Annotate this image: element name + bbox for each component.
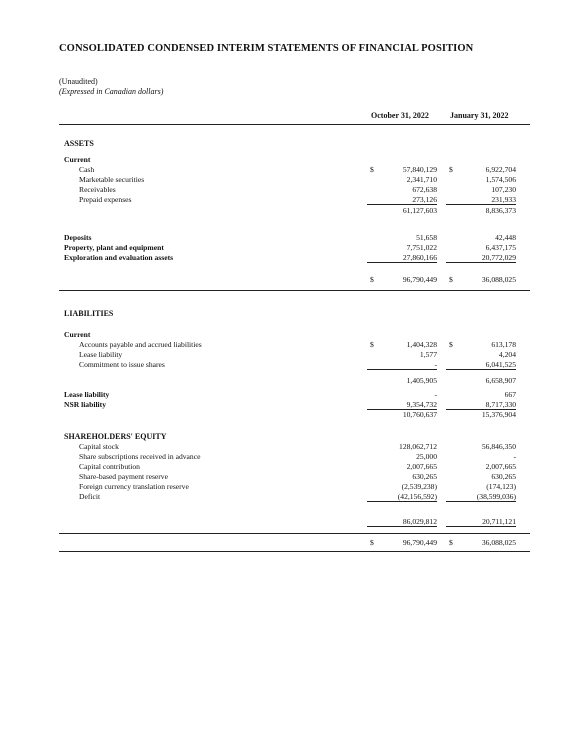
assets-total-dollar-1: $ (370, 275, 374, 284)
asset-other-row-1-value-oct: 7,751,022 (406, 243, 437, 252)
liability-row-0-label: Accounts payable and accrued liabilities (79, 340, 202, 349)
asset-row-2-label: Receivables (79, 185, 116, 194)
liabilities-total-jan: 15,376,904 (481, 410, 516, 419)
assets-current-total-jan: 8,836,373 (485, 206, 516, 215)
grand-total-jan: 36,088,025 (481, 538, 516, 547)
equity-row-0-value-jan: 56,846,350 (481, 442, 516, 451)
liability-row-1-value-jan: 4,204 (498, 350, 516, 359)
equity-total-jan: 20,711,121 (446, 517, 516, 527)
liabilities-current-heading: Current (64, 330, 91, 339)
asset-other-row-0-value-jan: 42,448 (495, 233, 516, 242)
equity-total-oct: 86,029,812 (367, 517, 437, 527)
liabilities-current-total-jan: 6,658,907 (485, 376, 516, 385)
page-title: CONSOLIDATED CONDENSED INTERIM STATEMENTS OF FINANCIAL POSITION (59, 43, 474, 54)
grand-total-dollar-2: $ (449, 538, 453, 547)
equity-row-2-value-oct: 2,007,665 (406, 462, 437, 471)
asset-row-0-label: Cash (79, 165, 95, 174)
equity-total-rule (59, 533, 530, 534)
liability-row-0-value-oct: 1,404,328 (406, 340, 437, 349)
equity-row-0-label: Capital stock (79, 442, 119, 451)
assets-heading: ASSETS (64, 139, 94, 148)
equity-row-5-label: Deficit (79, 492, 101, 501)
equity-row-2-label: Capital contribution (79, 462, 140, 471)
currency-note: (Expressed in Canadian dollars) (59, 87, 164, 96)
liability-row-2-value-jan: 6,041,525 (446, 360, 516, 370)
asset-row-2-value-jan: 107,230 (491, 185, 516, 194)
liability-row-2-value-oct: - (367, 360, 437, 370)
assets-total-oct: 96,790,449 (402, 275, 437, 284)
liability-row-2-label: Commitment to issue shares (79, 360, 165, 369)
asset-other-row-0-label: Deposits (64, 233, 92, 242)
asset-other-row-2-value-jan: 20,772,029 (446, 253, 516, 263)
asset-other-row-2-value-oct: 27,860,166 (367, 253, 437, 263)
unaudited-note: (Unaudited) (59, 77, 98, 86)
equity-row-3-value-oct: 630,265 (412, 472, 437, 481)
equity-row-2-value-jan: 2,007,665 (485, 462, 516, 471)
asset-row-1-value-jan: 1,574,506 (485, 175, 516, 184)
equity-heading: SHAREHOLDERS' EQUITY (64, 432, 167, 441)
liability-other-row-0-value-jan: 667 (504, 390, 516, 399)
assets-current-total-oct: 61,127,603 (402, 206, 437, 215)
grand-total-oct: 96,790,449 (402, 538, 437, 547)
asset-other-row-1-value-jan: 6,437,175 (485, 243, 516, 252)
column-header-jan-2022: January 31, 2022 (450, 111, 509, 120)
equity-row-4-value-jan: (174,123) (486, 482, 516, 491)
header-rule (59, 124, 530, 125)
equity-row-5-value-jan: (38,599,036) (446, 492, 516, 502)
liabilities-current-total-oct: 1,405,905 (406, 376, 437, 385)
asset-row-3-value-oct: 273,126 (367, 195, 437, 205)
equity-row-1-value-oct: 25,000 (416, 452, 437, 461)
equity-row-4-label: Foreign currency translation reserve (79, 482, 189, 491)
grand-total-rule (59, 551, 530, 552)
asset-row-1-label: Marketable securities (79, 175, 145, 184)
liability-other-row-0-label: Lease liability (64, 390, 110, 399)
asset-row-2-value-oct: 672,638 (412, 185, 437, 194)
liability-other-row-0-value-oct: - (434, 390, 437, 399)
liability-row-0-value-jan: 613,178 (491, 340, 516, 349)
equity-row-4-value-oct: (2,539,238) (401, 482, 437, 491)
liability-ap-dollar-2: $ (449, 340, 453, 349)
assets-total-rule (59, 290, 530, 291)
asset-other-row-0-value-oct: 51,658 (416, 233, 437, 242)
asset-row-0-value-jan: 6,922,704 (485, 165, 516, 174)
liability-ap-dollar-1: $ (370, 340, 374, 349)
assets-total-dollar-2: $ (449, 275, 453, 284)
asset-cash-dollar-2: $ (449, 165, 453, 174)
equity-row-3-value-jan: 630,265 (491, 472, 516, 481)
equity-row-1-label: Share subscriptions received in advance (79, 452, 201, 461)
liabilities-total-oct: 10,760,637 (402, 410, 437, 419)
asset-other-row-2-label: Exploration and evaluation assets (64, 253, 174, 262)
liability-other-row-1-value-oct: 9,354,732 (367, 400, 437, 410)
asset-other-row-1-label: Property, plant and equipment (64, 243, 164, 252)
asset-row-3-value-jan: 231,933 (446, 195, 516, 205)
column-header-oct-2022: October 31, 2022 (371, 111, 429, 120)
assets-total-jan: 36,088,025 (481, 275, 516, 284)
equity-row-1-value-jan: - (513, 452, 516, 461)
equity-row-0-value-oct: 128,062,712 (399, 442, 437, 451)
liabilities-heading: LIABILITIES (64, 309, 114, 318)
liability-row-1-value-oct: 1,577 (419, 350, 437, 359)
assets-current-heading: Current (64, 155, 91, 164)
liability-other-row-1-value-jan: 8,717,330 (446, 400, 516, 410)
equity-row-5-value-oct: (42,156,592) (367, 492, 437, 502)
asset-row-3-label: Prepaid expenses (79, 195, 132, 204)
liability-row-1-label: Lease liability (79, 350, 123, 359)
liability-other-row-1-label: NSR liability (64, 400, 106, 409)
asset-row-0-value-oct: 57,840,129 (402, 165, 437, 174)
equity-row-3-label: Share-based payment reserve (79, 472, 168, 481)
asset-cash-dollar-1: $ (370, 165, 374, 174)
asset-row-1-value-oct: 2,341,710 (406, 175, 437, 184)
grand-total-dollar-1: $ (370, 538, 374, 547)
